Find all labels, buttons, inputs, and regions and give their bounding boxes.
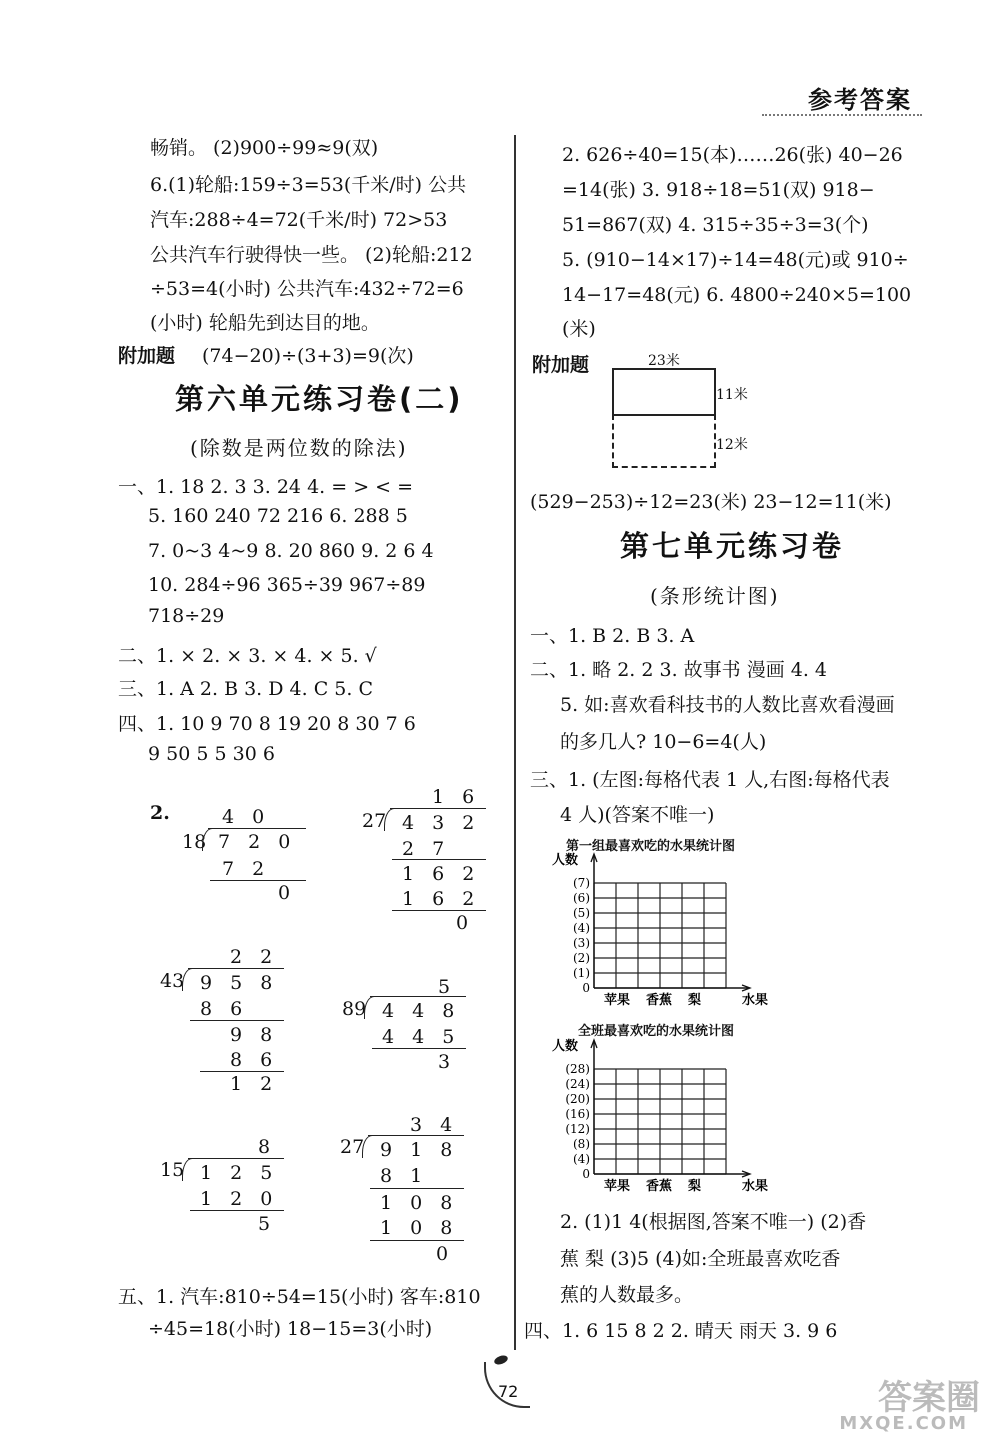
- right-line-5: 14−17=48(元) 6. 4800÷240×5=100: [562, 284, 912, 306]
- s5-line-b: ÷45=18(小时) 18−15=3(小时): [148, 1318, 433, 1340]
- rect-side-label-1: 11米: [716, 387, 748, 403]
- subtract-2: 1 0 8: [380, 1217, 459, 1239]
- x-axis-label: 水果: [742, 1179, 769, 1194]
- header-title: 参考答案: [808, 86, 912, 114]
- x-axis-label: 水果: [742, 993, 769, 1008]
- left-line-5: ÷53=4(小时) 公共汽车:432÷72=6: [150, 278, 464, 300]
- remainder: 5: [258, 1213, 271, 1235]
- remainder: 0: [456, 912, 469, 934]
- subtract-1: 8 1: [380, 1165, 429, 1187]
- unit7-subtitle: (条形统计图): [650, 584, 780, 608]
- u7-s3-a: 三、1. (左图:每格代表 1 人,右图:每格代表: [530, 769, 890, 791]
- subtract-1: 8 6: [200, 998, 249, 1020]
- right-line-1: 2. 626÷40=15(本)……26(张) 40−26: [562, 144, 903, 166]
- watermark: 答案圈: [878, 1378, 980, 1418]
- left-line-3: 汽车:288÷4=72(千米/时) 72>53: [150, 209, 448, 231]
- left-line-4: 公共汽车行驶得快一些。 (2)轮船:212: [150, 244, 473, 266]
- y-tick-label: (2): [573, 951, 590, 965]
- subtract-2: 1 6 2: [402, 888, 481, 910]
- y-tick-label: (6): [573, 891, 590, 905]
- unit6-title: 第六单元练习卷(二): [175, 382, 464, 416]
- quotient: 5: [438, 976, 451, 998]
- quotient: 2 2: [230, 946, 279, 968]
- dividend: 4 4 8: [382, 1000, 461, 1022]
- y-tick-label: (4): [573, 921, 590, 935]
- x-category-label: 梨: [688, 993, 702, 1008]
- right-line-3: 51=867(双) 4. 315÷35÷3=3(个): [562, 214, 869, 236]
- y-tick-label: (24): [565, 1077, 590, 1091]
- s4-line-b: 9 50 5 5 30 6: [148, 743, 275, 765]
- x-category-label: 梨: [688, 1179, 702, 1194]
- s5-line-a: 五、1. 汽车:810÷54=15(小时) 客车:810: [118, 1286, 481, 1308]
- u7-q2-a: 2. (1)1 4(根据图,答案不唯一) (2)香: [560, 1211, 867, 1233]
- unit7-title: 第七单元练习卷: [620, 529, 845, 563]
- rect-top-label: 23米: [648, 353, 680, 369]
- y-axis-label: 人数: [552, 1039, 579, 1054]
- quotient: 4 0: [222, 806, 271, 828]
- y-tick-label: (1): [573, 966, 590, 980]
- chart2-title: 全班最喜欢吃的水果统计图: [578, 1024, 735, 1039]
- y-tick-label: (16): [565, 1107, 590, 1121]
- middle-1: 1 6 2: [402, 863, 481, 885]
- left-line-1: 畅销。 (2)900÷99≈9(双): [150, 137, 379, 159]
- y-tick-label: 0: [582, 981, 590, 995]
- dividend: 4 3 2: [402, 812, 481, 834]
- y-tick-label: (12): [565, 1122, 590, 1136]
- y-tick-label: (4): [573, 1152, 590, 1166]
- quotient: 1 6: [432, 786, 481, 808]
- middle-1: 9 8: [230, 1024, 279, 1046]
- rect-side-label-2: 12米: [716, 437, 748, 453]
- y-tick-label: (3): [573, 936, 590, 950]
- s1-line-b: 5. 160 240 72 216 6. 288 5: [148, 505, 408, 527]
- right-fujia-label: 附加题: [532, 354, 590, 376]
- u7-s3-b: 4 人)(答案不唯一): [560, 804, 715, 826]
- x-category-label: 香蕉: [646, 1179, 673, 1194]
- u7-s2-a: 二、1. 略 2. 2 3. 故事书 漫画 4. 4: [530, 659, 828, 681]
- chart1: [550, 850, 790, 1010]
- y-tick-label: (20): [565, 1092, 590, 1106]
- header-rule: [762, 114, 922, 116]
- dividend: 1 2 5: [200, 1162, 279, 1184]
- s1-line-d: 10. 284÷96 365÷39 967÷89: [148, 574, 426, 596]
- s4-line-a: 四、1. 10 9 70 8 19 20 8 30 7 6: [118, 713, 416, 735]
- s1-line-e: 718÷29: [148, 605, 225, 627]
- left-fujia-text: (74−20)÷(3+3)=9(次): [202, 345, 414, 367]
- remainder: 3: [438, 1051, 451, 1073]
- y-tick-label: (7): [573, 876, 590, 890]
- s2-line: 二、1. × 2. × 3. × 4. × 5. √: [118, 645, 377, 667]
- chart1-title: 第一组最喜欢吃的水果统计图: [566, 839, 736, 854]
- subtract-1: 2 7: [402, 838, 451, 860]
- right-line-4: 5. (910−14×17)÷14=48(元)或 910÷: [562, 249, 909, 271]
- divisor: 43: [160, 970, 185, 992]
- divisor: 89: [342, 998, 367, 1020]
- remainder: 0: [436, 1243, 449, 1265]
- remainder: 1 2: [230, 1073, 279, 1095]
- chart2: [550, 1036, 790, 1196]
- right-line-2: =14(张) 3. 918÷18=51(双) 918−: [562, 179, 875, 201]
- left-fujia-label: 附加题: [118, 345, 176, 367]
- u7-s2-b: 5. 如:喜欢看科技书的人数比喜欢看漫画: [560, 694, 895, 716]
- x-category-label: 苹果: [604, 1179, 631, 1194]
- subtract-2: 8 6: [230, 1049, 279, 1071]
- subtract-1: 7 2: [222, 858, 271, 880]
- divisor: 27: [340, 1136, 365, 1158]
- left-line-2: 6.(1)轮船:159÷3=53(千米/时) 公共: [150, 174, 467, 196]
- rect-solid: [612, 368, 716, 416]
- remainder: 0: [278, 882, 291, 904]
- y-tick-label: 0: [582, 1167, 590, 1181]
- divisor: 27: [362, 810, 387, 832]
- divisor: 15: [160, 1159, 185, 1181]
- x-category-label: 香蕉: [646, 993, 673, 1008]
- watermark-url: MXQE.COM: [839, 1413, 968, 1434]
- u7-s2-c: 的多几人? 10−6=4(人): [560, 731, 767, 753]
- dividend: 7 2 0: [218, 831, 297, 853]
- rect-dashed: [612, 414, 716, 468]
- dividend: 9 1 8: [380, 1139, 459, 1161]
- s1-line-a: 一、1. 18 2. 3 3. 24 4. = > < =: [118, 476, 414, 498]
- s1-line-c: 7. 0~3 4~9 8. 20 860 9. 2 6 4: [148, 540, 434, 562]
- subtract-1: 1 2 0: [200, 1188, 279, 1210]
- y-tick-label: (5): [573, 906, 590, 920]
- middle-1: 1 0 8: [380, 1192, 459, 1214]
- x-category-label: 苹果: [604, 993, 631, 1008]
- q2-label: 2.: [150, 802, 170, 824]
- y-axis-label: 人数: [552, 853, 579, 868]
- subtract-1: 4 4 5: [382, 1026, 461, 1048]
- divisor: 18: [182, 831, 207, 853]
- y-tick-label: (28): [565, 1062, 590, 1076]
- u7-s1: 一、1. B 2. B 3. A: [530, 625, 695, 647]
- dividend: 9 5 8: [200, 972, 279, 994]
- u7-q2-c: 蕉的人数最多。: [560, 1284, 694, 1306]
- unit6-subtitle: (除数是两位数的除法): [190, 436, 408, 460]
- y-tick-label: (8): [573, 1137, 590, 1151]
- page-number: 72: [498, 1382, 519, 1401]
- quotient: 3 4: [410, 1114, 459, 1136]
- left-line-6: (小时) 轮船先到达目的地。: [150, 312, 380, 334]
- u7-s4: 四、1. 6 15 8 2 2. 晴天 雨天 3. 9 6: [524, 1320, 838, 1342]
- fujia-answer: (529−253)÷12=23(米) 23−12=11(米): [530, 491, 892, 513]
- u7-q2-b: 蕉 梨 (3)5 (4)如:全班最喜欢吃香: [560, 1248, 841, 1270]
- right-line-6: (米): [562, 318, 596, 340]
- quotient: 8: [258, 1136, 271, 1158]
- s3-line: 三、1. A 2. B 3. D 4. C 5. C: [118, 678, 373, 700]
- column-divider: [514, 135, 516, 1350]
